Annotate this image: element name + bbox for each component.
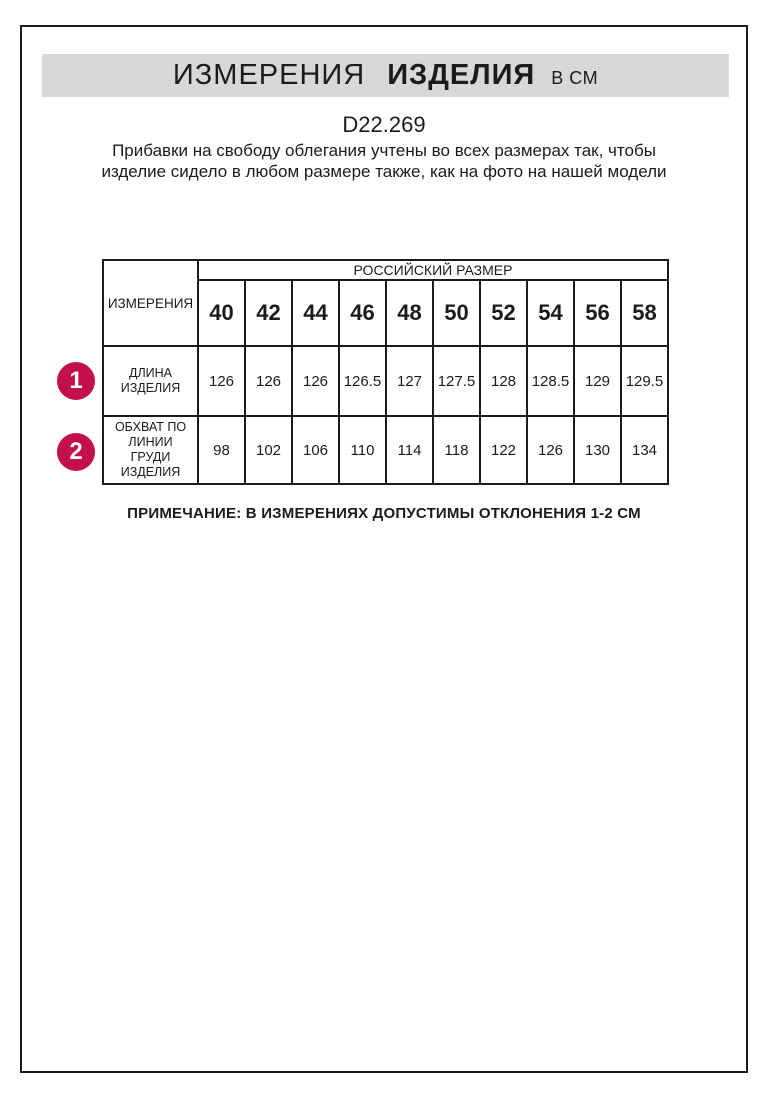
length-value-size50: 127.5: [433, 346, 480, 416]
table-corner-header: ИЗМЕРЕНИЯ: [103, 260, 198, 346]
table-row-chest: [103, 416, 668, 484]
size-col-header-48: 48: [386, 280, 433, 346]
size-col-header-42: 42: [245, 280, 292, 346]
page-border-frame: [20, 25, 748, 1073]
length-value-size52: 128: [480, 346, 527, 416]
size-col-header-58: 58: [621, 280, 668, 346]
length-value-size42: 126: [245, 346, 292, 416]
size-col-header-40: 40: [198, 280, 245, 346]
row-label-length: ДЛИНА ИЗДЕЛИЯ: [103, 346, 198, 416]
length-value-size46: 126.5: [339, 346, 386, 416]
size-col-header-56: 56: [574, 280, 621, 346]
size-table: [102, 259, 669, 485]
chest-value-size48: 114: [386, 416, 433, 484]
table-row-length: [103, 346, 668, 416]
fit-description-wrap: [22, 140, 746, 182]
size-col-header-54: 54: [527, 280, 574, 346]
size-col-header-44: 44: [292, 280, 339, 346]
table-group-header-row: [103, 260, 668, 280]
chest-value-size56: 130: [574, 416, 621, 484]
length-value-size44: 126: [292, 346, 339, 416]
product-code: D22.269: [342, 112, 426, 137]
row-label-chest: ОБХВАТ ПО ЛИНИИ ГРУДИ ИЗДЕЛИЯ: [103, 416, 198, 484]
length-value-size40: 126: [198, 346, 245, 416]
row-marker-1: [57, 362, 95, 400]
size-col-header-52: 52: [480, 280, 527, 346]
length-value-size48: 127: [386, 346, 433, 416]
length-value-size58: 129.5: [621, 346, 668, 416]
chest-value-size52: 122: [480, 416, 527, 484]
chest-value-size40: 98: [198, 416, 245, 484]
chest-value-size54: 126: [527, 416, 574, 484]
chest-value-size46: 110: [339, 416, 386, 484]
title-unit-cm: В СМ: [551, 68, 599, 88]
chest-value-size44: 106: [292, 416, 339, 484]
length-value-size54: 128.5: [527, 346, 574, 416]
tolerance-note: ПРИМЕЧАНИЕ: В ИЗМЕРЕНИЯХ ДОПУСТИМЫ ОТКЛОНЕНИЯ 1-2 СМ: [127, 505, 641, 522]
table-group-header: РОССИЙСКИЙ РАЗМЕР: [198, 260, 668, 280]
title-word-product: ИЗДЕЛИЯ: [387, 59, 536, 91]
size-col-header-46: 46: [339, 280, 386, 346]
fit-description: Прибавки на свободу облегания учтены во всех размерах так, чтобы изделие сидело в любом размере также, как на фото на нашей модели: [101, 141, 667, 181]
title-bar: [42, 54, 729, 97]
row-marker-2: [57, 433, 95, 471]
chest-value-size50: 118: [433, 416, 480, 484]
title-word-measurements: ИЗМЕРЕНИЯ: [172, 59, 366, 91]
row-marker-2-number: 2: [69, 438, 83, 465]
length-value-size56: 129: [574, 346, 621, 416]
chest-value-size58: 134: [621, 416, 668, 484]
row-marker-1-number: 1: [69, 367, 83, 394]
size-col-header-50: 50: [433, 280, 480, 346]
chest-value-size42: 102: [245, 416, 292, 484]
